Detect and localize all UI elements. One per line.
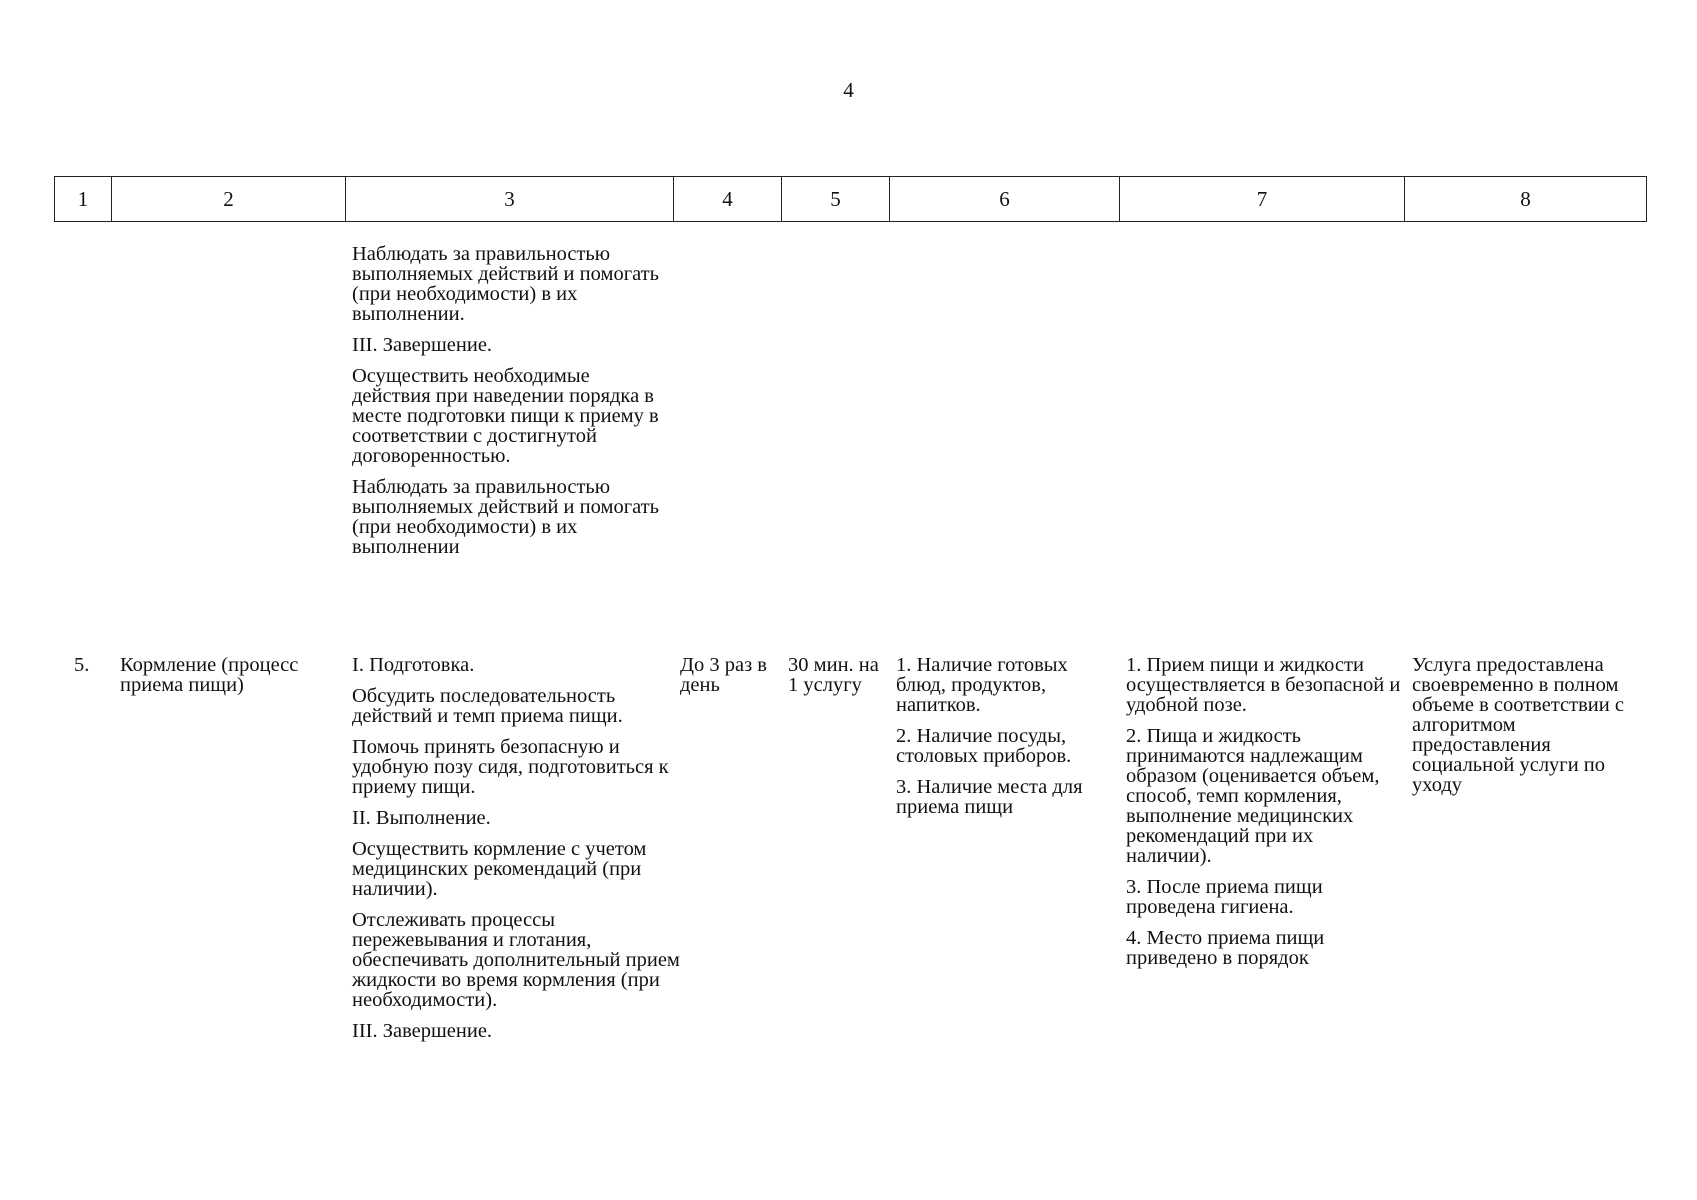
- paragraph: III. Завершение.: [352, 334, 493, 356]
- header-col-8: 8: [1405, 177, 1647, 222]
- paragraph: 3. После приема пищи проведена гигиена.: [1126, 876, 1323, 918]
- header-col-6: 6: [890, 177, 1120, 222]
- paragraph: 1. Прием пищи и жидкости осуществляется в безопасной и удобной позе.: [1126, 654, 1401, 716]
- paragraph: 1. Наличие готовых блюд, продуктов, напитков.: [896, 654, 1068, 716]
- paragraph: Помочь принять безопасную и удобную позу сидя, подготовиться к приему пищи.: [352, 736, 669, 798]
- row5-col6-conditions: [896, 655, 1118, 817]
- row5-col8-result: Услуга предоставлена своевременно в полном объеме в соответствии с алгоритмом предоставления социальной услуги по уходу: [1412, 654, 1624, 796]
- header-col-1: 1: [55, 177, 112, 222]
- paragraph: Наблюдать за правильностью выполняемых действий и помогать (при необходимости) в их выполнении.: [352, 243, 659, 325]
- row5-number: 5.: [74, 654, 90, 676]
- paragraph: 3. Наличие места для приема пищи: [896, 776, 1083, 818]
- paragraph: Осуществить кормление с учетом медицинских рекомендаций (при наличии).: [352, 838, 647, 900]
- paragraph: Отслеживать процессы пережевывания и глотания, обеспечивать дополнительный прием жидкости во время кормления (при необходимости).: [352, 909, 680, 1011]
- row5-col7-quality: [1126, 655, 1404, 968]
- header-col-7: 7: [1120, 177, 1405, 222]
- row5-col3-procedure: [352, 655, 680, 1041]
- paragraph: 2. Пища и жидкость принимаются надлежащим образом (оценивается объем, способ, темп кормления, выполнение медицинских рекомендаций при их наличии).: [1126, 725, 1380, 867]
- paragraph: II. Выполнение.: [352, 807, 491, 829]
- paragraph: III. Завершение.: [352, 1020, 493, 1042]
- header-col-4: 4: [674, 177, 782, 222]
- page-number: 4: [843, 78, 854, 102]
- paragraph: 4. Место приема пищи приведено в порядок: [1126, 927, 1325, 969]
- header-col-2: 2: [112, 177, 346, 222]
- paragraph: 2. Наличие посуды, столовых приборов.: [896, 725, 1072, 767]
- continuation-col3: [352, 244, 672, 557]
- paragraph: I. Подготовка.: [352, 654, 475, 676]
- column-number-header: [54, 176, 1647, 222]
- row5-col4-frequency: До 3 раз в день: [680, 654, 767, 696]
- header-col-5: 5: [782, 177, 890, 222]
- row5-col5-duration: 30 мин. на 1 услугу: [788, 654, 879, 696]
- header-col-3: 3: [346, 177, 674, 222]
- paragraph: Наблюдать за правильностью выполняемых действий и помогать (при необходимости) в их выполнении: [352, 476, 659, 558]
- paragraph: Обсудить последовательность действий и темп приема пищи.: [352, 685, 623, 727]
- row5-service-name: Кормление (процесс приема пищи): [120, 654, 299, 696]
- paragraph: Осуществить необходимые действия при наведении порядка в месте подготовки пищи к приему в соответствии с достигнутой договоренностью.: [352, 365, 659, 467]
